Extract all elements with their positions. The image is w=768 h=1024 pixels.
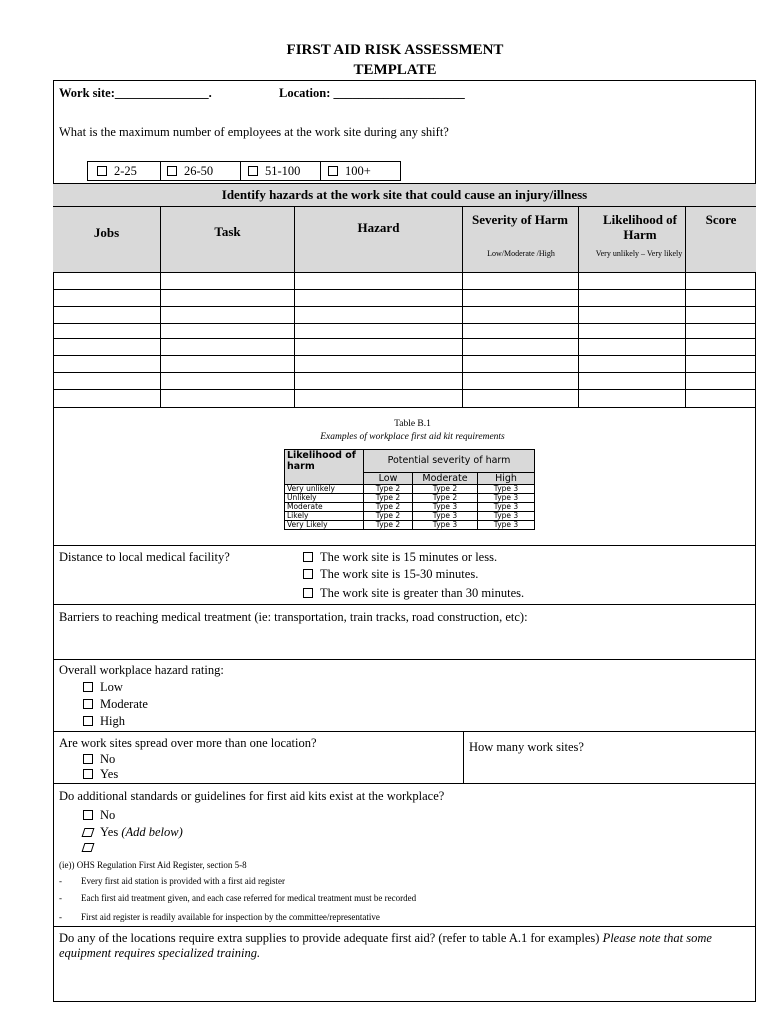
standards-yes[interactable]: Yes (Add below) [83,825,183,840]
hazard-rating-low[interactable]: Low [83,680,123,695]
table-b1-group: Potential severity of harm [364,450,535,473]
multi-location-no[interactable]: No [83,752,115,767]
table-b1-col-high: High [478,472,535,484]
table-b1-row: Moderate Type 2 Type 3 Type 3 [285,502,535,511]
multi-location-question: Are work sites spread over more than one location? [59,736,317,750]
checkbox-icon [167,166,177,176]
barriers-question: Barriers to reaching medical treatment (ie: transportation, train tracks, road construction, etc): [59,610,528,624]
table-b1-title: Table B.1 [394,419,431,429]
table-b1-row: Unlikely Type 2 Type 2 Type 3 [285,493,535,502]
checkbox-icon [83,699,93,709]
checkbox-icon [328,166,338,176]
table-b1-col-moderate: Moderate [413,472,478,484]
page-subtitle: TEMPLATE [353,62,437,78]
checkbox-icon [82,828,95,837]
distance-option-3[interactable]: The work site is greater than 30 minutes. [303,586,524,601]
col-severity: Severity of Harm [471,212,569,227]
col-hazard: Hazard [357,220,400,235]
col-task: Task [214,224,241,239]
checkbox-icon [303,552,313,562]
hazard-rating-moderate[interactable]: Moderate [83,697,148,712]
work-site-count-question: How many work sites? [469,740,584,754]
col-score: Score [705,212,737,227]
standards-question: Do additional standards or guidelines for first aid kits exist at the workplace? [59,789,445,803]
hazards-heading: Identify hazards at the work site that could cause an injury/illness [221,187,588,202]
distance-option-2[interactable]: The work site is 15-30 minutes. [303,567,478,582]
hazard-rating-question: Overall workplace hazard rating: [59,663,224,677]
checkbox-icon [248,166,258,176]
col-severity-sub: Low/Moderate /High [487,249,555,258]
checkbox-icon [303,569,313,579]
employee-option-1[interactable]: 2-25 [97,164,137,179]
table-b1-row: Very unlikely Type 2 Type 2 Type 3 [285,484,535,493]
distance-question: Distance to local medical facility? [59,550,230,564]
employee-option-3[interactable]: 51-100 [248,164,300,179]
checkbox-icon [303,588,313,598]
hazard-entry-rows[interactable] [54,273,755,406]
table-b1-row: Very Likely Type 2 Type 3 Type 3 [285,520,535,529]
checkbox-icon [83,769,93,779]
checkbox-icon [83,754,93,764]
standards-no[interactable]: No [83,808,115,823]
barriers-answer-area[interactable] [54,628,755,658]
table-b1 [284,449,535,530]
table-b1-col-low: Low [364,472,413,484]
col-likelihood: Likelihood of Harm [602,212,678,242]
table-b1-row: Likely Type 2 Type 3 Type 3 [285,511,535,520]
employees-question: What is the maximum number of employees at the work site during any shift? [59,125,449,139]
checkbox-icon [82,843,95,852]
hazard-rating-high[interactable]: High [83,714,125,729]
standards-bullet-3: - First aid register is readily available for inspection by the committee/representative [59,912,380,922]
col-likelihood-sub: Very unlikely – Very likely [595,249,683,258]
standards-bullet-1: - Every first aid station is provided with a first aid register [59,876,285,886]
extra-supplies-answer-area[interactable] [54,964,755,1000]
checkbox-icon [97,166,107,176]
work-site-label: Work site:_______________. [59,86,212,100]
table-b1-caption: Examples of workplace first aid kit requirements [320,432,505,442]
standards-blank-option[interactable] [83,840,100,855]
checkbox-icon [83,810,93,820]
page-title: FIRST AID RISK ASSESSMENT [286,42,504,58]
regulation-reference: (ie)) OHS Regulation First Aid Register, section 5-8 [59,860,247,870]
location-label: Location: _____________________ [279,86,465,100]
checkbox-icon [83,716,93,726]
table-b1-corner: Likelihood of harm [285,450,364,473]
employee-option-2[interactable]: 26-50 [167,164,213,179]
extra-supplies-question: Do any of the locations require extra supplies to provide adequate first aid? (refer to table A.1 for examples) Please note that some equipment requires specialized training. [59,931,712,960]
distance-option-1[interactable]: The work site is 15 minutes or less. [303,550,497,565]
checkbox-icon [83,682,93,692]
multi-location-yes[interactable]: Yes [83,767,118,782]
col-jobs: Jobs [93,225,120,240]
standards-bullet-2: - Each first aid treatment given, and each case referred for medical treatment must be recorded [59,893,417,903]
employee-option-4[interactable]: 100+ [328,164,371,179]
